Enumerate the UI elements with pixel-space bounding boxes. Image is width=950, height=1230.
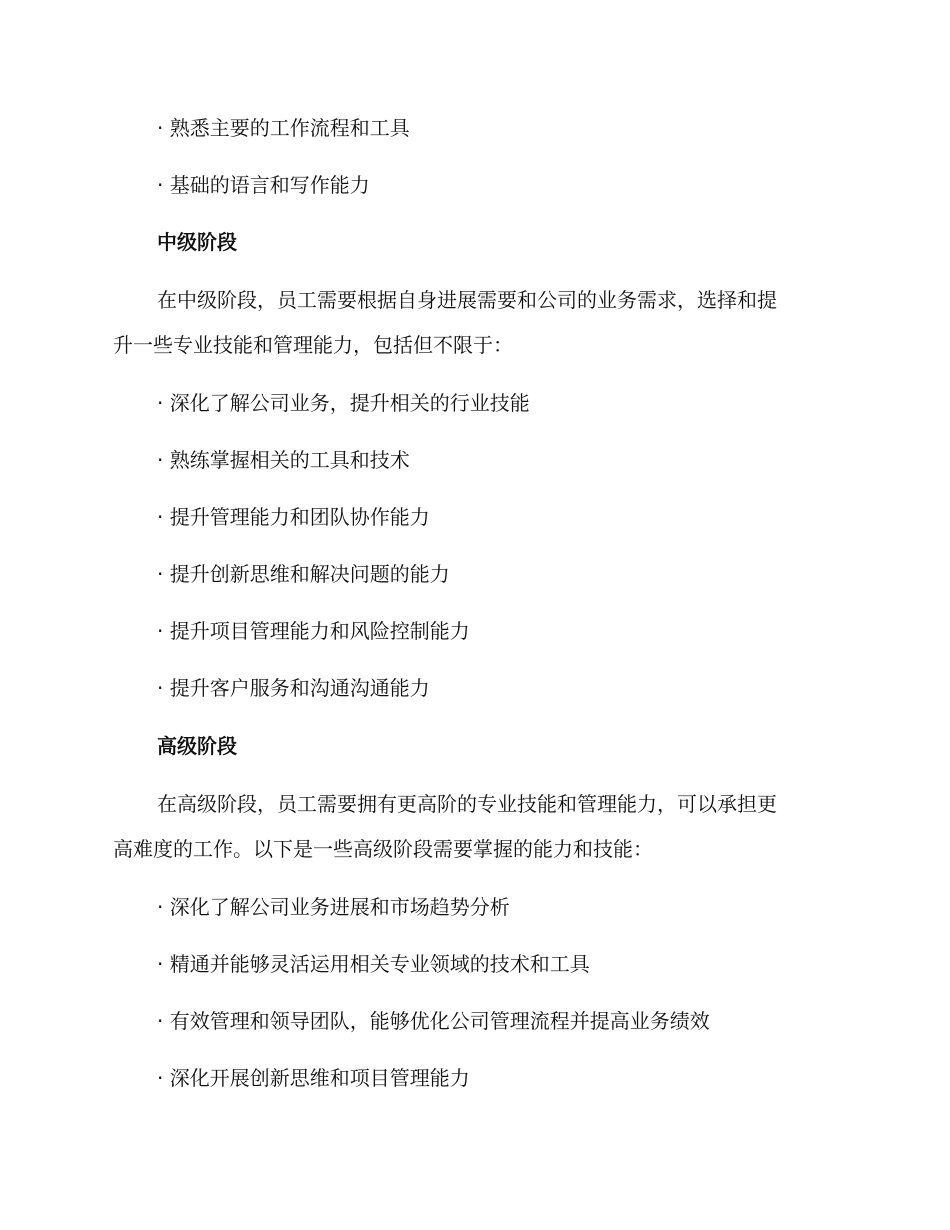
- intermediate-bullet: · 提升创新思维和解决问题的能力: [157, 562, 450, 586]
- advanced-paragraph-line: 在高级阶段，员工需要拥有更高阶的专业技能和管理能力，可以承担更: [157, 792, 777, 816]
- intermediate-paragraph-line: 在中级阶段，员工需要根据自身进展需要和公司的业务需求，选择和提: [157, 288, 777, 312]
- intro-bullet: · 熟悉主要的工作流程和工具: [157, 116, 410, 140]
- advanced-bullet: · 有效管理和领导团队，能够优化公司管理流程并提高业务绩效: [157, 1009, 710, 1033]
- advanced-paragraph-line: 高难度的工作。以下是一些高级阶段需要掌握的能力和技能：: [113, 837, 653, 861]
- intermediate-paragraph-line: 升一些专业技能和管理能力，包括但不限于：: [113, 333, 513, 357]
- intermediate-bullet: · 提升项目管理能力和风险控制能力: [157, 619, 470, 643]
- intermediate-bullet: · 熟练掌握相关的工具和技术: [157, 448, 410, 472]
- intermediate-bullet: · 提升客户服务和沟通沟通能力: [157, 676, 430, 700]
- intermediate-bullet: · 深化了解公司业务，提升相关的行业技能: [157, 391, 530, 415]
- advanced-bullet: · 精通并能够灵活运用相关专业领域的技术和工具: [157, 952, 590, 976]
- section-heading-advanced: 高级阶段: [157, 734, 237, 758]
- advanced-bullet: · 深化了解公司业务进展和市场趋势分析: [157, 895, 510, 919]
- section-heading-intermediate: 中级阶段: [157, 230, 237, 254]
- intermediate-bullet: · 提升管理能力和团队协作能力: [157, 505, 430, 529]
- intro-bullet: · 基础的语言和写作能力: [157, 173, 370, 197]
- advanced-bullet: · 深化开展创新思维和项目管理能力: [157, 1066, 470, 1090]
